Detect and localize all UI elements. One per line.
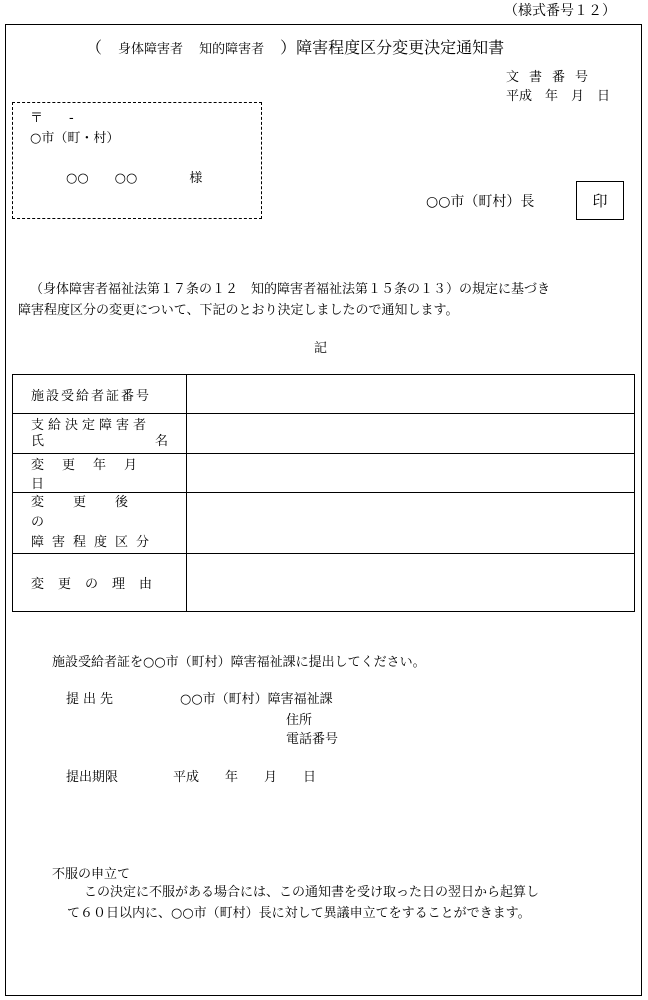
doc-number-label: 文書番号	[506, 70, 599, 85]
value-cell-change-reason	[187, 554, 635, 612]
table-row	[13, 414, 635, 454]
label-cell	[13, 375, 187, 414]
table-row	[13, 454, 635, 493]
label-cell	[13, 493, 187, 554]
table-row	[13, 554, 635, 612]
value-cell-change-date	[187, 454, 635, 493]
issue-date: 平成 年 月 日	[506, 89, 611, 104]
body-line-1: （身体障害者福祉法第１７条の１２ 知的障害者福祉法第１５条の１３）の規定に基づき	[30, 282, 551, 297]
row-label: 支給決定障害者	[31, 417, 151, 433]
ki-heading: 記	[314, 341, 328, 356]
table-row	[13, 493, 635, 554]
title-option-intellectual: 知的障害者	[199, 42, 265, 57]
dest-value: ○○市（町村）障害福祉課	[180, 692, 333, 707]
title-close-paren: ）	[280, 38, 297, 57]
title-option-physical: 身体障害者	[118, 42, 184, 57]
body-line-2: 障害程度区分の変更について、下記のとおり決定しましたので通知します。	[18, 303, 459, 318]
row-label: 変更後の	[31, 495, 158, 530]
dest-address: 住所	[286, 713, 313, 728]
table-row	[13, 375, 635, 414]
row-label: 変更の理由	[31, 577, 167, 592]
appeal-heading: 不服の申立て	[52, 867, 131, 882]
deadline-label: 提出期限	[66, 770, 119, 785]
value-cell-new-classification	[187, 493, 635, 554]
seal-mark: 印	[592, 192, 608, 210]
label-cell	[13, 554, 187, 612]
deadline-value: 平成 年 月 日	[173, 770, 317, 785]
recipient-city: ○市（町・村）	[30, 131, 120, 146]
seal-box	[576, 181, 624, 220]
title-main: 障害程度区分変更決定通知書	[296, 38, 505, 57]
appeal-line-2: て６０日以内に、○○市（町村）長に対して異議申立てをすることができます。	[67, 906, 531, 921]
title-open-paren: （	[86, 38, 103, 57]
value-cell-certificate-number	[187, 375, 635, 414]
dest-phone: 電話番号	[286, 732, 339, 747]
label-cell	[13, 414, 187, 454]
recipient-name: ○○ ○○ 様	[66, 171, 203, 186]
document-title	[86, 35, 504, 58]
value-cell-recipient-name	[187, 414, 635, 454]
dest-label: 提出先	[66, 692, 118, 707]
row-label: 施設受給者証番号	[31, 388, 152, 404]
form-number: （様式番号１２）	[504, 3, 616, 19]
label-cell	[13, 454, 187, 493]
issuer-mayor: ○○市（町村）長	[426, 194, 535, 210]
instruction-text: 施設受給者証を○○市（町村）障害福祉課に提出してください。	[52, 655, 426, 670]
postal-code: 〒 -	[30, 111, 74, 126]
details-table	[12, 374, 635, 612]
row-label: 氏 名	[31, 433, 168, 449]
row-label: 障害程度区分	[31, 535, 158, 550]
row-label: 変更年月日	[31, 458, 156, 492]
appeal-line-1: この決定に不服がある場合には、この通知書を受け取った日の翌日から起算し	[84, 885, 540, 900]
